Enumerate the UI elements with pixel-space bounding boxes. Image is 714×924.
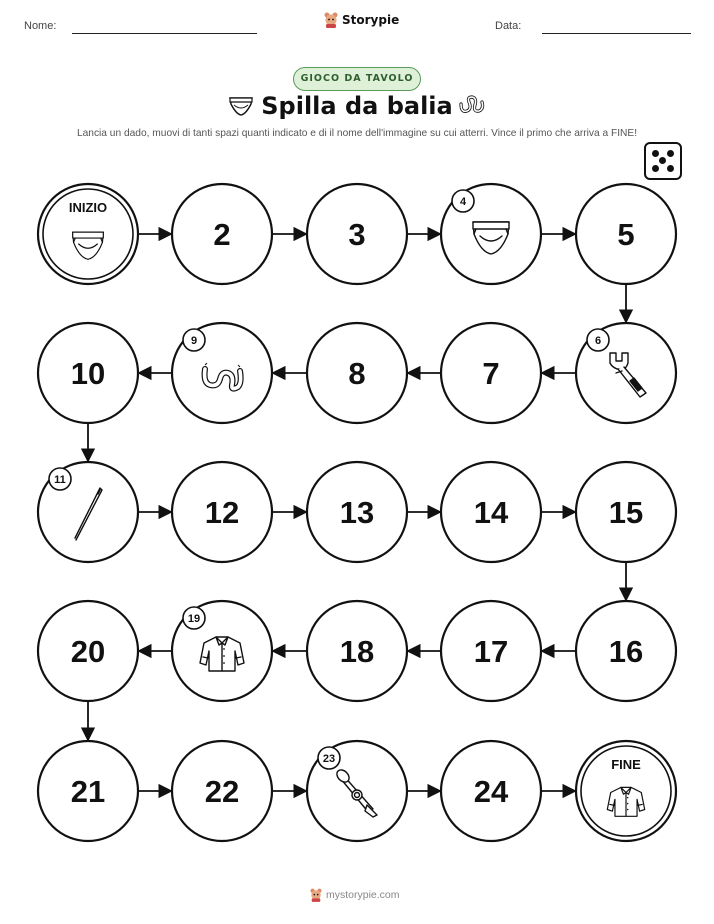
finish-space[interactable]	[576, 741, 676, 841]
space-number: 22	[204, 774, 240, 809]
footer-url: mystorypie.com	[326, 889, 400, 901]
space-number: 24	[473, 774, 509, 809]
space-number: 8	[348, 356, 366, 391]
board-space[interactable]	[172, 601, 272, 701]
board-space[interactable]	[576, 462, 676, 562]
space-number: 11	[54, 474, 66, 486]
bear-icon	[310, 888, 322, 902]
space-number: 17	[473, 634, 509, 669]
start-space[interactable]	[38, 184, 138, 284]
space-number: 5	[617, 217, 635, 252]
board-space[interactable]	[441, 601, 541, 701]
page-title: Spilla da balia	[261, 92, 453, 120]
space-number: 7	[482, 356, 500, 391]
board-space[interactable]	[172, 462, 272, 562]
space-number: 4	[459, 196, 467, 208]
board-space[interactable]	[38, 462, 138, 562]
space-number: 15	[608, 495, 644, 530]
board-space[interactable]	[307, 741, 407, 841]
board-space[interactable]	[576, 601, 676, 701]
board-space[interactable]	[441, 184, 541, 284]
space-number: 6	[594, 335, 602, 347]
board-space[interactable]	[576, 323, 676, 423]
space-number: 12	[204, 495, 240, 530]
space-number: 20	[70, 634, 106, 669]
board-space[interactable]	[38, 601, 138, 701]
board-space[interactable]	[576, 184, 676, 284]
board-space[interactable]	[441, 323, 541, 423]
board-space[interactable]	[307, 462, 407, 562]
instructions: Lancia un dado, muovi di tanti spazi quanti indicato e di il nome dell'immagine su cui atterri. Vince il primo che arriva a FINE!	[76, 128, 638, 139]
board-space[interactable]	[441, 741, 541, 841]
space-number: 18	[339, 634, 375, 669]
space-number: 10	[70, 356, 106, 391]
board-space[interactable]	[172, 323, 272, 423]
space-number: 2	[213, 217, 231, 252]
board-space[interactable]	[307, 601, 407, 701]
space-number: 23	[322, 753, 336, 765]
space-number: 16	[608, 634, 644, 669]
footer	[310, 888, 400, 902]
board-space[interactable]	[38, 741, 138, 841]
board-space[interactable]	[38, 323, 138, 423]
board-space[interactable]	[172, 741, 272, 841]
category-badge: GIOCO DA TAVOLO	[293, 67, 421, 91]
finish-label: FINE	[611, 757, 641, 772]
brand-name: Storypie	[342, 13, 400, 27]
date-label: Data:	[495, 20, 522, 32]
space-number: 14	[473, 495, 509, 530]
space-number: 13	[339, 495, 375, 530]
space-number: 9	[190, 335, 198, 347]
start-label: INIZIO	[68, 200, 108, 215]
space-number: 3	[348, 217, 366, 252]
space-number: 21	[70, 774, 106, 809]
board-space[interactable]	[307, 323, 407, 423]
board-space[interactable]	[441, 462, 541, 562]
board-space[interactable]	[307, 184, 407, 284]
name-label: Nome:	[24, 20, 57, 32]
board-space[interactable]	[172, 184, 272, 284]
space-number: 19	[187, 613, 201, 625]
